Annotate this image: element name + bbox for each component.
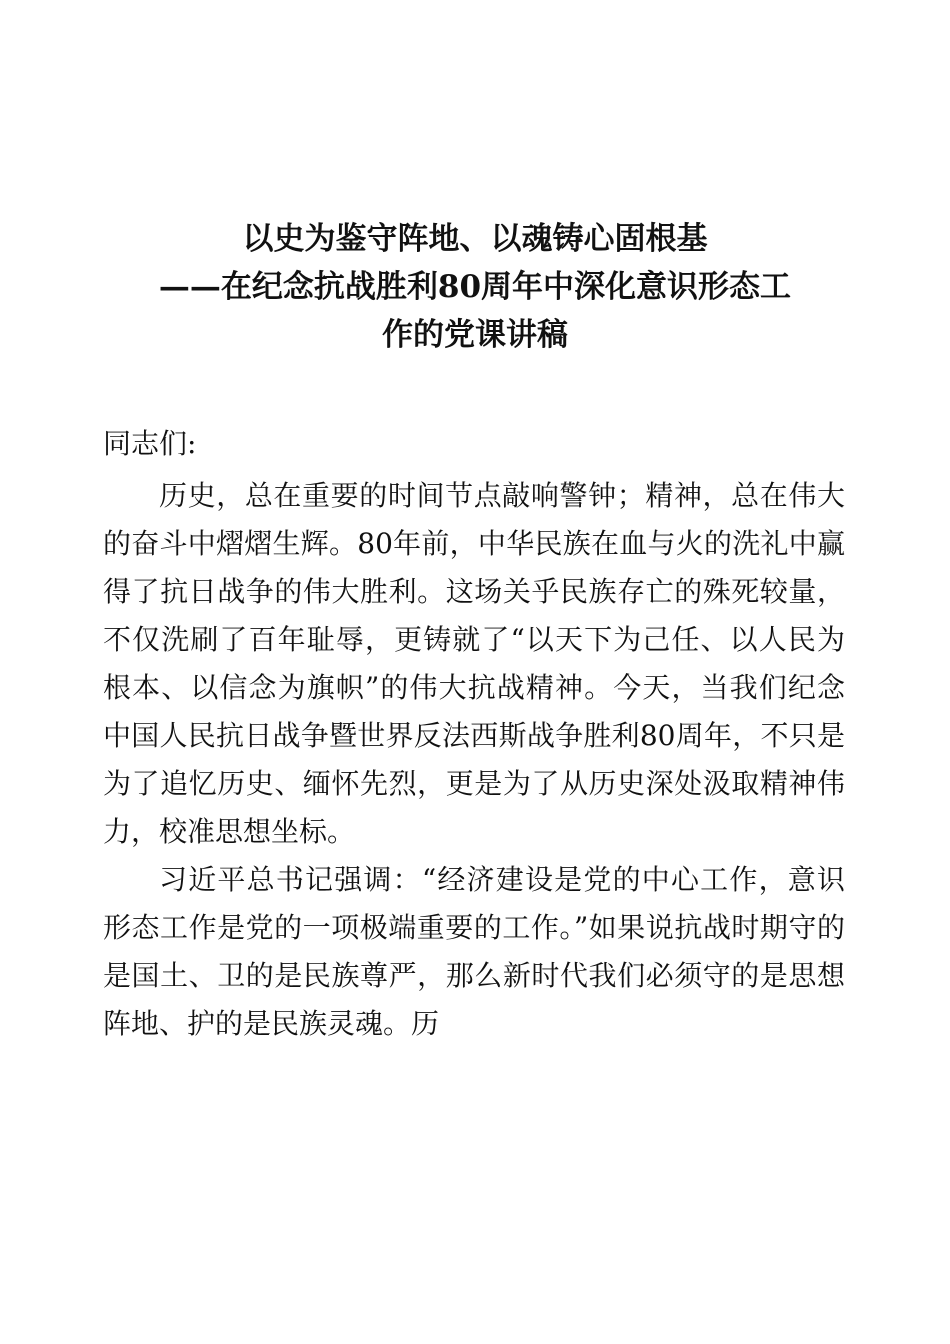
title-block bbox=[90, 215, 860, 359]
document-subtitle-line-2: 作的党课讲稿 bbox=[382, 317, 568, 353]
greeting: 同志们: bbox=[103, 427, 197, 460]
document-body bbox=[103, 420, 845, 1048]
paragraph-1: 历史，总在重要的时间节点敲响警钟；精神，总在伟大的奋斗中熠熠生辉。80年前，中华民族在血与火的洗礼中赢得了抗日战争的伟大胜利。这场关乎民族存亡的殊死较量，不仅洗刷了百年耻辱，更铸就了“以天下为己任、以人民为根本、以信念为旗帜”的伟大抗战精神。今天，当我们纪念中国人民抗日战争暨世界反法西斯战争胜利80周年，不只是为了追忆历史、缅怀先烈，更是为了从历史深处汲取精神伟力，校准思想坐标。 bbox=[103, 479, 845, 848]
paragraph-2: 习近平总书记强调：“经济建设是党的中心工作，意识形态工作是党的一项极端重要的工作。”如果说抗战时期守的是国土、卫的是民族尊严，那么新时代我们必须守的是思想阵地、护的是民族灵魂。历 bbox=[103, 863, 845, 1040]
document-title: 以史为鉴守阵地、以魂铸心固根基 bbox=[242, 221, 708, 257]
document-subtitle-line-1: ——在纪念抗战胜利80周年中深化意识形态工 bbox=[158, 269, 792, 305]
